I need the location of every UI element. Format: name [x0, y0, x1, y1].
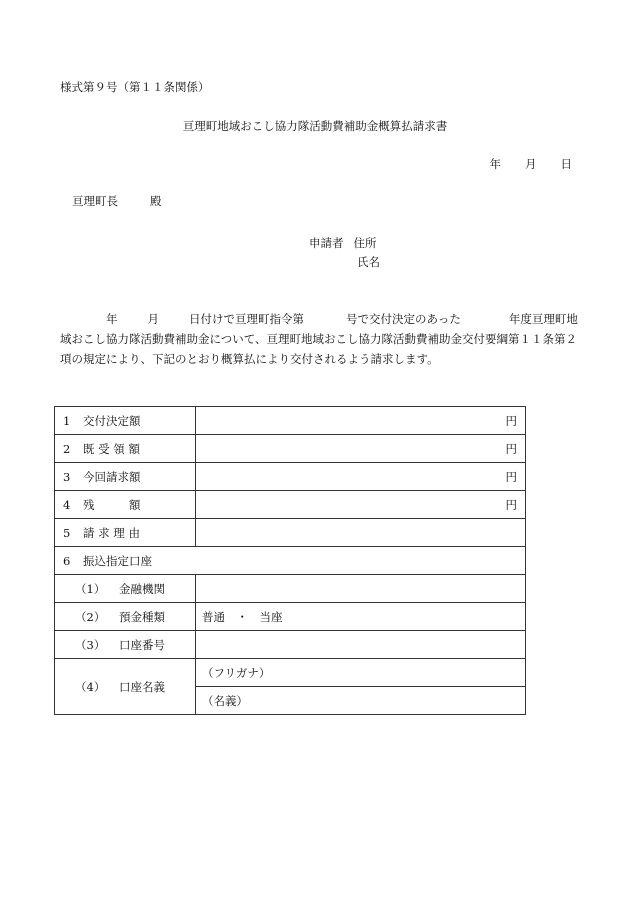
amount-field[interactable] — [196, 491, 526, 519]
table-row — [55, 547, 526, 575]
table-row — [55, 491, 526, 519]
account-number-field[interactable] — [196, 631, 526, 659]
row-label: （1） 金融機関 — [55, 575, 196, 603]
row-label: 5 請 求 理 由 — [55, 519, 196, 547]
row-label: 1 交付決定額 — [55, 407, 196, 435]
request-table — [54, 406, 526, 715]
row-label: 2 既 受 領 額 — [55, 435, 196, 463]
body-year: 年 — [106, 312, 118, 326]
body-segment-c: 年度亘理町地域おこし協力隊活動費補助金について、亘理町地域おこし協力隊活動費補助金交付要綱第１１条第２項の規定により、下記のとおり概算払により交付されるよう請求します。 — [60, 312, 578, 366]
table-row — [55, 435, 526, 463]
addressee-name: 亘理町長 — [72, 194, 118, 208]
row-label: （2） 預金種類 — [55, 603, 196, 631]
body-segment-a: 日付けで亘理町指令第 — [189, 312, 304, 326]
applicant-address-line — [309, 235, 377, 251]
table-row — [55, 519, 526, 547]
row-label: 4 残 額 — [55, 491, 196, 519]
date-month-label: 月 — [525, 157, 537, 171]
section-label: 6 振込指定口座 — [55, 547, 526, 575]
addressee — [72, 193, 162, 209]
request-body-text — [60, 309, 580, 369]
row-label: 3 今回請求額 — [55, 463, 196, 491]
document-title: 亘理町地域おこし協力隊活動費補助金概算払請求書 — [182, 119, 448, 133]
bank-name-field[interactable] — [196, 575, 526, 603]
row-label: （3） 口座番号 — [55, 631, 196, 659]
account-holder-field[interactable] — [196, 687, 526, 715]
deposit-type-field[interactable] — [196, 603, 526, 631]
furigana-field[interactable] — [196, 659, 526, 687]
reason-field[interactable] — [196, 519, 526, 547]
applicant-role: 申請者 — [309, 236, 344, 250]
yen-unit: 円 — [505, 469, 517, 484]
yen-unit: 円 — [505, 413, 517, 428]
addressee-honorific: 殿 — [150, 194, 162, 208]
yen-unit: 円 — [505, 441, 517, 456]
table-row — [55, 575, 526, 603]
yen-unit: 円 — [505, 497, 517, 512]
table-row — [55, 659, 526, 687]
date-line — [466, 156, 573, 172]
body-month: 月 — [147, 312, 159, 326]
applicant-address-label: 住所 — [353, 236, 377, 250]
date-day-label: 日 — [560, 157, 572, 171]
applicant-name-label: 氏名 — [357, 255, 380, 269]
date-year-label: 年 — [489, 157, 501, 171]
account-holder-label: （名義） — [202, 693, 248, 708]
amount-field[interactable] — [196, 435, 526, 463]
table-row — [55, 407, 526, 435]
furigana-label: （フリガナ） — [202, 665, 271, 680]
amount-field[interactable] — [196, 463, 526, 491]
amount-field[interactable] — [196, 407, 526, 435]
body-segment-b: 号で交付決定のあった — [346, 312, 461, 326]
deposit-type-options: 普通 ・ 当座 — [202, 609, 283, 624]
row-label: （4） 口座名義 — [55, 659, 196, 715]
table-row — [55, 631, 526, 659]
form-number: 様式第９号（第１１条関係） — [60, 80, 210, 94]
table-row — [55, 463, 526, 491]
table-row — [55, 603, 526, 631]
